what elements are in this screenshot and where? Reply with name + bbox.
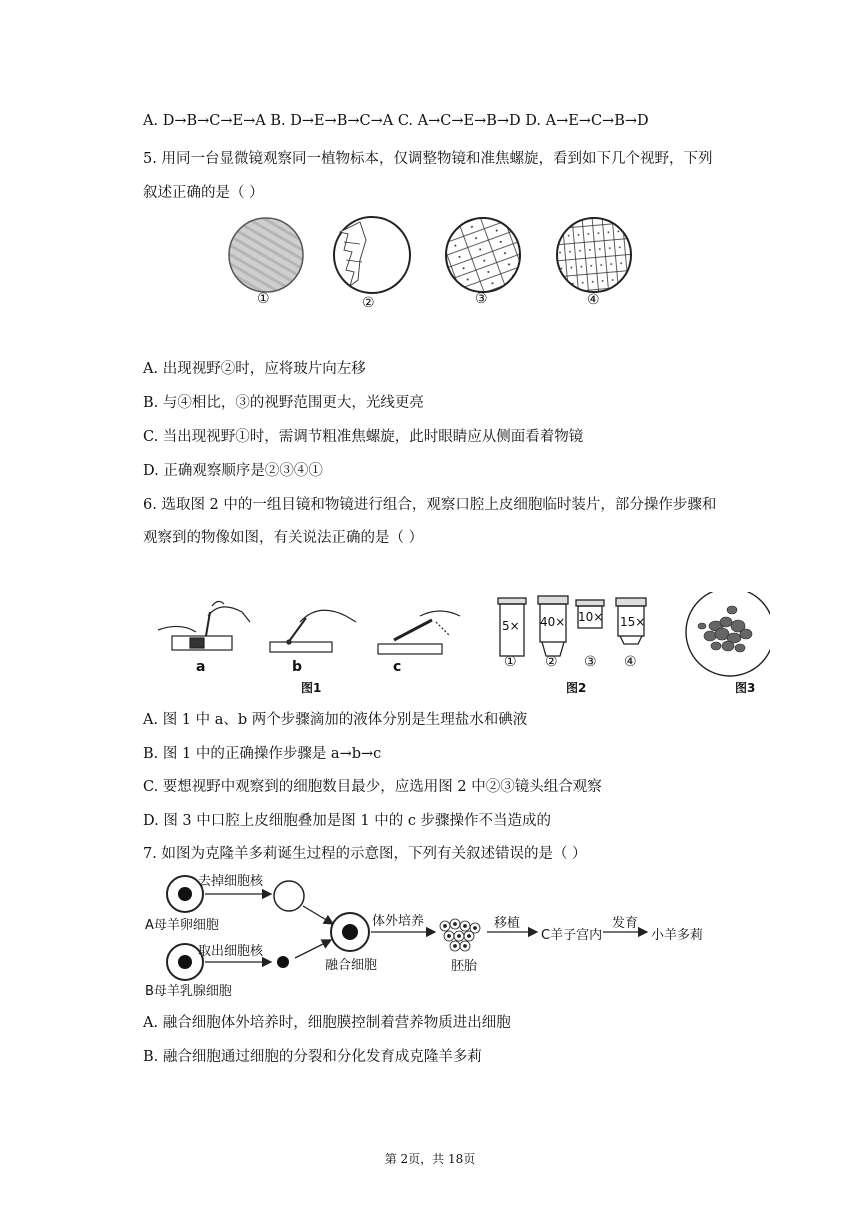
q6-stem-line1: 6. 选取图 2 中的一组目镜和物镜进行组合，观察口腔上皮细胞临时装片，部分操作步骤和 xyxy=(143,497,717,513)
b-mammary-label: B母羊乳腺细胞 xyxy=(145,984,232,999)
lens-num-4: ④ xyxy=(624,654,637,670)
c-uterus-label: C羊子宫内 xyxy=(541,928,603,943)
q7-option-a: A. 融合细胞体外培养时，细胞膜控制着营养物质进出细胞 xyxy=(143,1015,511,1031)
lens-num-2: ② xyxy=(545,654,558,670)
lens-num-3: ③ xyxy=(584,654,597,670)
lens-text-1: 5× xyxy=(502,619,520,633)
fig1-label-b: b xyxy=(292,659,303,675)
fig3-view xyxy=(686,592,770,676)
view-3 xyxy=(446,218,520,292)
q5-stem-line1: 5. 用同一台显微镜观察同一植物标本，仅调整物镜和准焦螺旋，看到如下几个视野，下列 xyxy=(143,151,713,167)
q5-option-c: C. 当出现视野①时，需调节粗准焦螺旋，此时眼睛应从侧面看着物镜 xyxy=(143,429,584,445)
q6-figures xyxy=(150,592,770,697)
q6-option-b: B. 图 1 中的正确操作步骤是 a→b→c xyxy=(143,746,382,762)
q6-option-d: D. 图 3 中口腔上皮细胞叠加是图 1 中的 c 步骤操作不当造成的 xyxy=(143,813,552,829)
fig1-label-a: a xyxy=(196,659,206,675)
embryo-label: 胚胎 xyxy=(451,959,478,974)
enucleated-egg xyxy=(274,881,304,911)
view-1 xyxy=(229,218,303,292)
view-2 xyxy=(334,217,410,293)
transplant-label: 移植 xyxy=(494,916,521,931)
fig1-step-b xyxy=(270,610,356,652)
q6-stem-line2: 观察到的物像如图，有关说法正确的是（ ） xyxy=(143,530,424,546)
remove-nucleus-label: 去掉细胞核 xyxy=(198,874,264,889)
fused-cell-label: 融合细胞 xyxy=(325,958,378,973)
fig1-step-a xyxy=(158,601,250,650)
take-nucleus-label: 取出细胞核 xyxy=(198,944,264,959)
q6-option-a: A. 图 1 中 a、b 两个步骤滴加的液体分别是生理盐水和碘液 xyxy=(143,712,528,728)
embryo-cluster xyxy=(440,919,480,951)
fig1-step-c xyxy=(378,611,460,654)
lens-text-4: 15× xyxy=(620,615,646,629)
view-label-4: ④ xyxy=(587,292,600,308)
lens-text-3: 10× xyxy=(578,610,604,624)
fig3-caption: 图3 xyxy=(735,681,756,695)
fig1-label-c: c xyxy=(393,659,402,675)
nucleus xyxy=(277,956,289,968)
lens-text-2: 40× xyxy=(540,615,566,629)
view-label-1: ① xyxy=(257,291,270,307)
q5-stem-line2: 叙述正确的是（ ） xyxy=(143,185,264,201)
page-footer: 第 2页，共 18页 xyxy=(384,1152,476,1166)
q7-option-b: B. 融合细胞通过细胞的分裂和分化发育成克隆羊多莉 xyxy=(143,1049,482,1065)
culture-label: 体外培养 xyxy=(372,914,425,929)
q5-option-b: B. 与④相比，③的视野范围更大，光线更亮 xyxy=(143,395,424,411)
fig1-caption: 图1 xyxy=(301,681,322,695)
lens-num-1: ① xyxy=(504,654,517,670)
fig2-caption: 图2 xyxy=(566,681,587,695)
q5-option-d: D. 正确观察顺序是②③④① xyxy=(143,463,323,479)
a-egg-label: A母羊卵细胞 xyxy=(145,918,219,933)
view-label-2: ② xyxy=(362,295,375,311)
q6-option-c: C. 要想视野中观察到的细胞数目最少，应选用图 2 中②③镜头组合观察 xyxy=(143,779,602,795)
view-4 xyxy=(557,218,631,292)
view-label-3: ③ xyxy=(475,291,488,307)
q5-option-a: A. 出现视野②时，应将玻片向左移 xyxy=(143,361,366,377)
q5-microscope-views xyxy=(220,210,650,320)
q4-options-line: A. D→B→C→E→A B. D→E→B→C→A C. A→C→E→B→D D. A→E→C→B→D xyxy=(143,113,649,129)
dolly-label: 小羊多莉 xyxy=(651,928,704,943)
develop-label: 发育 xyxy=(612,916,639,931)
q7-stem: 7. 如图为克隆羊多莉诞生过程的示意图，下列有关叙述错误的是（ ） xyxy=(143,846,587,862)
